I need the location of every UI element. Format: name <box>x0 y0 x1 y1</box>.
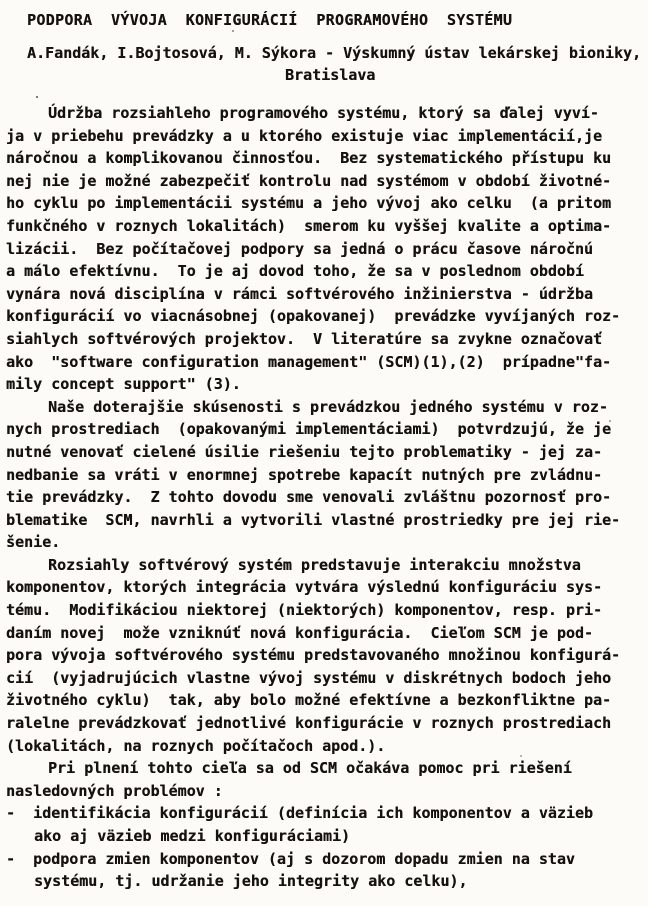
body-line: Naše doterajšie skúsenosti s prevádzkou jedného systému v roz- <box>48 397 608 416</box>
body-line: pora vývoja softvérového systému predstavovaného množinou konfigurá- <box>6 646 621 665</box>
body-line: životného cyklu) tak, aby bolo možné efektívne a bezkonfliktne pa- <box>6 691 612 710</box>
body-line: nej nie je možné zabezpečiť kontrolu nad systémom v období životné- <box>6 171 612 190</box>
body-line: Rozsiahly softvérový systém predstavuje interakciu množstva <box>48 555 581 574</box>
body-line: - identifikácia konfigurácií (definícia ich komponentov a väzieb <box>6 804 593 823</box>
body-line: konfigurácií vo viacnásobnej (opakovanej) prevádzke vyvíjaných roz- <box>6 307 621 326</box>
document-body <box>6 102 646 893</box>
body-line: náročnou a komplikovanou činnosťou. Bez systematického přístupu ku <box>6 149 612 168</box>
body-line: šenie. <box>6 533 61 552</box>
body-line: tému. Modifikáciou niektorej (niektorých) komponentov, resp. pri- <box>6 601 603 620</box>
body-line: ho cyklu po implementácii systému a jeho vývoj ako celku (a pritom <box>6 194 612 213</box>
authors-location: Bratislava <box>285 66 376 84</box>
body-line: - podpora zmien komponentov (aj s dozorom dopadu zmien na stav <box>6 849 575 868</box>
body-line: a málo efektívnu. To je aj dovod toho, že sa v poslednom období <box>6 262 584 281</box>
body-line: systému, tj. udržanie jeho integrity ako celku), <box>34 872 468 891</box>
body-line: ralelne prevádzkovať jednotlivé konfigurácie v roznych prostrediach <box>6 714 612 733</box>
body-line: Údržba rozsiahleho programového systému, ktorý sa ďalej vyví- <box>48 104 599 122</box>
body-line: ako aj väzieb medzi konfiguráciami) <box>34 827 351 845</box>
body-line: mily concept support" (3). <box>6 375 241 394</box>
body-line: lizácii. Bez počítačovej podpory sa jedná o prácu časove náročnú <box>6 239 593 258</box>
body-line: siahlych softvérových projektov. V literatúre sa zvykne označovať <box>6 329 603 348</box>
body-line: Pri plnení tohto cieľa sa od SCM očakáva pomoc pri riešení <box>48 759 572 778</box>
body-line: funkčného v roznych lokalitách) smerom ku vyššej kvalite a optima- <box>6 216 612 235</box>
body-line: komponentov, ktorých integrácia vytvára výslednú konfiguráciu sys- <box>6 578 603 597</box>
authors-line: A.Fandák, I.Bojtosová, M. Sýkora - Výskumný ústav lekárskej bioniky, <box>27 44 642 62</box>
body-line: (lokalitách, na roznych počítačoch apod.). <box>6 736 386 755</box>
body-line: ako "software configuration management" (SCM)(1),(2) prípadne"fa- <box>6 352 612 371</box>
body-line: vynára nová disciplína v rámci softvérového inžinierstva - údržba <box>6 284 593 303</box>
body-line: nedbanie sa vráti v enormnej spotrebe kapacít nutných pre zvládnu- <box>6 465 603 484</box>
paper-title: PODPORA VÝVOJA KONFIGURÁCIÍ PROGRAMOVÉHO SYSTÉMU <box>27 11 513 29</box>
body-line: daním novej može vzniknúť nová konfigurácia. Cieľom SCM je pod- <box>6 623 593 642</box>
body-line: tie prevádzky. Z tohto dovodu sme venovali zvláštnu pozornosť pro- <box>6 488 612 507</box>
body-line: nutné venovať cielené úsilie riešeniu tejto problematiky - jej za- <box>6 442 603 461</box>
body-line: ja v priebehu prevádzky a u ktorého existuje viac implementácií,je <box>6 126 603 145</box>
body-line: cií (vyjadrujúcich vlastne vývoj systému v diskrétnych bodoch jeho <box>6 668 612 687</box>
body-line: nasledovných problémov : <box>6 781 223 800</box>
body-line: blematike SCM, navrhli a vytvorili vlastné prostriedky pre jej rie- <box>6 510 621 529</box>
body-line: nych prostrediach (opakovanými implementáciami) potvrdzujú, že je <box>6 420 612 439</box>
scan-speckles <box>0 0 2 2</box>
